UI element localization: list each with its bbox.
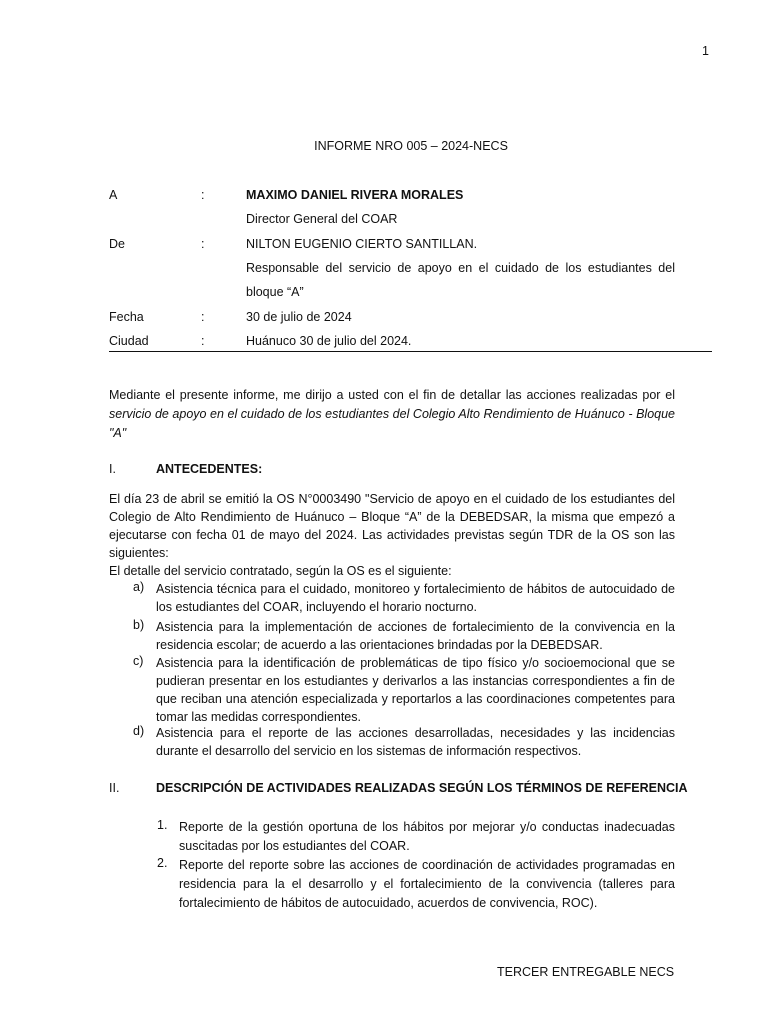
from-label: De xyxy=(109,237,125,251)
to-role: Director General del COAR xyxy=(246,212,398,226)
to-colon: : xyxy=(201,188,205,202)
intro-paragraph xyxy=(109,386,675,443)
from-colon: : xyxy=(201,237,205,251)
city-value: Huánuco 30 de julio del 2024. xyxy=(246,334,412,348)
list-item-text: Asistencia para la implementación de acciones de fortalecimiento de la convivencia en la residencia escolar; de acuerdo a las orientaciones brindadas por la DEBEDSAR. xyxy=(156,620,675,652)
section1-paragraph: El día 23 de abril se emitió la OS N°0003490 "Servicio de apoyo en el cuidado de los estudiantes del Colegio de Alto Rendimiento de Huánuco – Bloque “A” de la DEBEDSAR, la misma que empezó a ejecutarse con fecha 01 de mayo del 2024. Las actividades previstas según TDR de la OS son las siguientes: xyxy=(109,492,675,560)
list-item-marker: c) xyxy=(133,654,144,668)
city-colon: : xyxy=(201,334,205,348)
from-role-line2: bloque “A” xyxy=(246,285,304,299)
date-colon: : xyxy=(201,310,205,324)
to-label: A xyxy=(109,188,118,202)
date-value: 30 de julio de 2024 xyxy=(246,310,352,324)
page-number: 1 xyxy=(702,44,709,58)
date-label: Fecha xyxy=(109,310,144,324)
header-divider xyxy=(109,351,712,352)
list-item-text: Asistencia técnica para el cuidado, monitoreo y fortalecimiento de hábitos de autocuidado de los estudiantes del COAR, incluyendo el horario nocturno. xyxy=(156,582,675,614)
list-item-marker: b) xyxy=(133,618,145,632)
from-role-line1: Responsable del servicio de apoyo en el cuidado de los estudiantes del xyxy=(246,261,675,275)
page-footer: TERCER ENTREGABLE NECS xyxy=(497,965,675,979)
numbered-item-marker: 2. xyxy=(157,856,168,870)
to-name: MAXIMO DANIEL RIVERA MORALES xyxy=(246,188,464,202)
numbered-item-text: Reporte del reporte sobre las acciones de coordinación de actividades programadas en residencia para la el desarrollo y el fortalecimiento de la convivencia (talleres para fortalecimiento de hábitos de autocuidado, acuerdos de convivencia, ROC). xyxy=(179,858,675,910)
numbered-item-text: Reporte de la gestión oportuna de los hábitos por mejorar y/o conductas inadecuadas suscitadas por los estudiantes del COAR. xyxy=(179,820,675,853)
numbered-item-marker: 1. xyxy=(157,818,168,832)
list-item-marker: a) xyxy=(133,580,145,594)
section2-number: II. xyxy=(109,781,120,795)
intro-italic-text: servicio de apoyo en el cuidado de los estudiantes del Colegio Alto Rendimiento de Huánuco - Bloque "A" xyxy=(109,407,675,440)
intro-text: Mediante el presente informe, me dirijo a usted con el fin de detallar las acciones realizadas por el xyxy=(109,388,675,402)
section1-number: I. xyxy=(109,462,116,476)
document-title: INFORME NRO 005 – 2024-NECS xyxy=(314,139,508,153)
section2-title: DESCRIPCIÓN DE ACTIVIDADES REALIZADAS SEGÚN LOS TÉRMINOS DE REFERENCIA xyxy=(156,781,688,795)
section1-title: ANTECEDENTES: xyxy=(156,462,263,476)
list-item-text: Asistencia para la identificación de problemáticas de tipo físico y/o socioemocional que se pudieran presentar en los estudiantes y derivarlos a las instancias correspondientes a fin de que reciban una atención especializada y reportarlos a las coordinaciones competentes para tomar las medidas correspondientes. xyxy=(156,656,675,724)
section1-detail-intro: El detalle del servicio contratado, según la OS es el siguiente: xyxy=(109,564,452,578)
from-name: NILTON EUGENIO CIERTO SANTILLAN. xyxy=(246,237,478,251)
city-label: Ciudad xyxy=(109,334,149,348)
list-item-text: Asistencia para el reporte de las acciones desarrolladas, necesidades y las incidencias durante el desarrollo del servicio en los sistemas de información respectivos. xyxy=(156,726,675,758)
list-item-marker: d) xyxy=(133,724,145,738)
